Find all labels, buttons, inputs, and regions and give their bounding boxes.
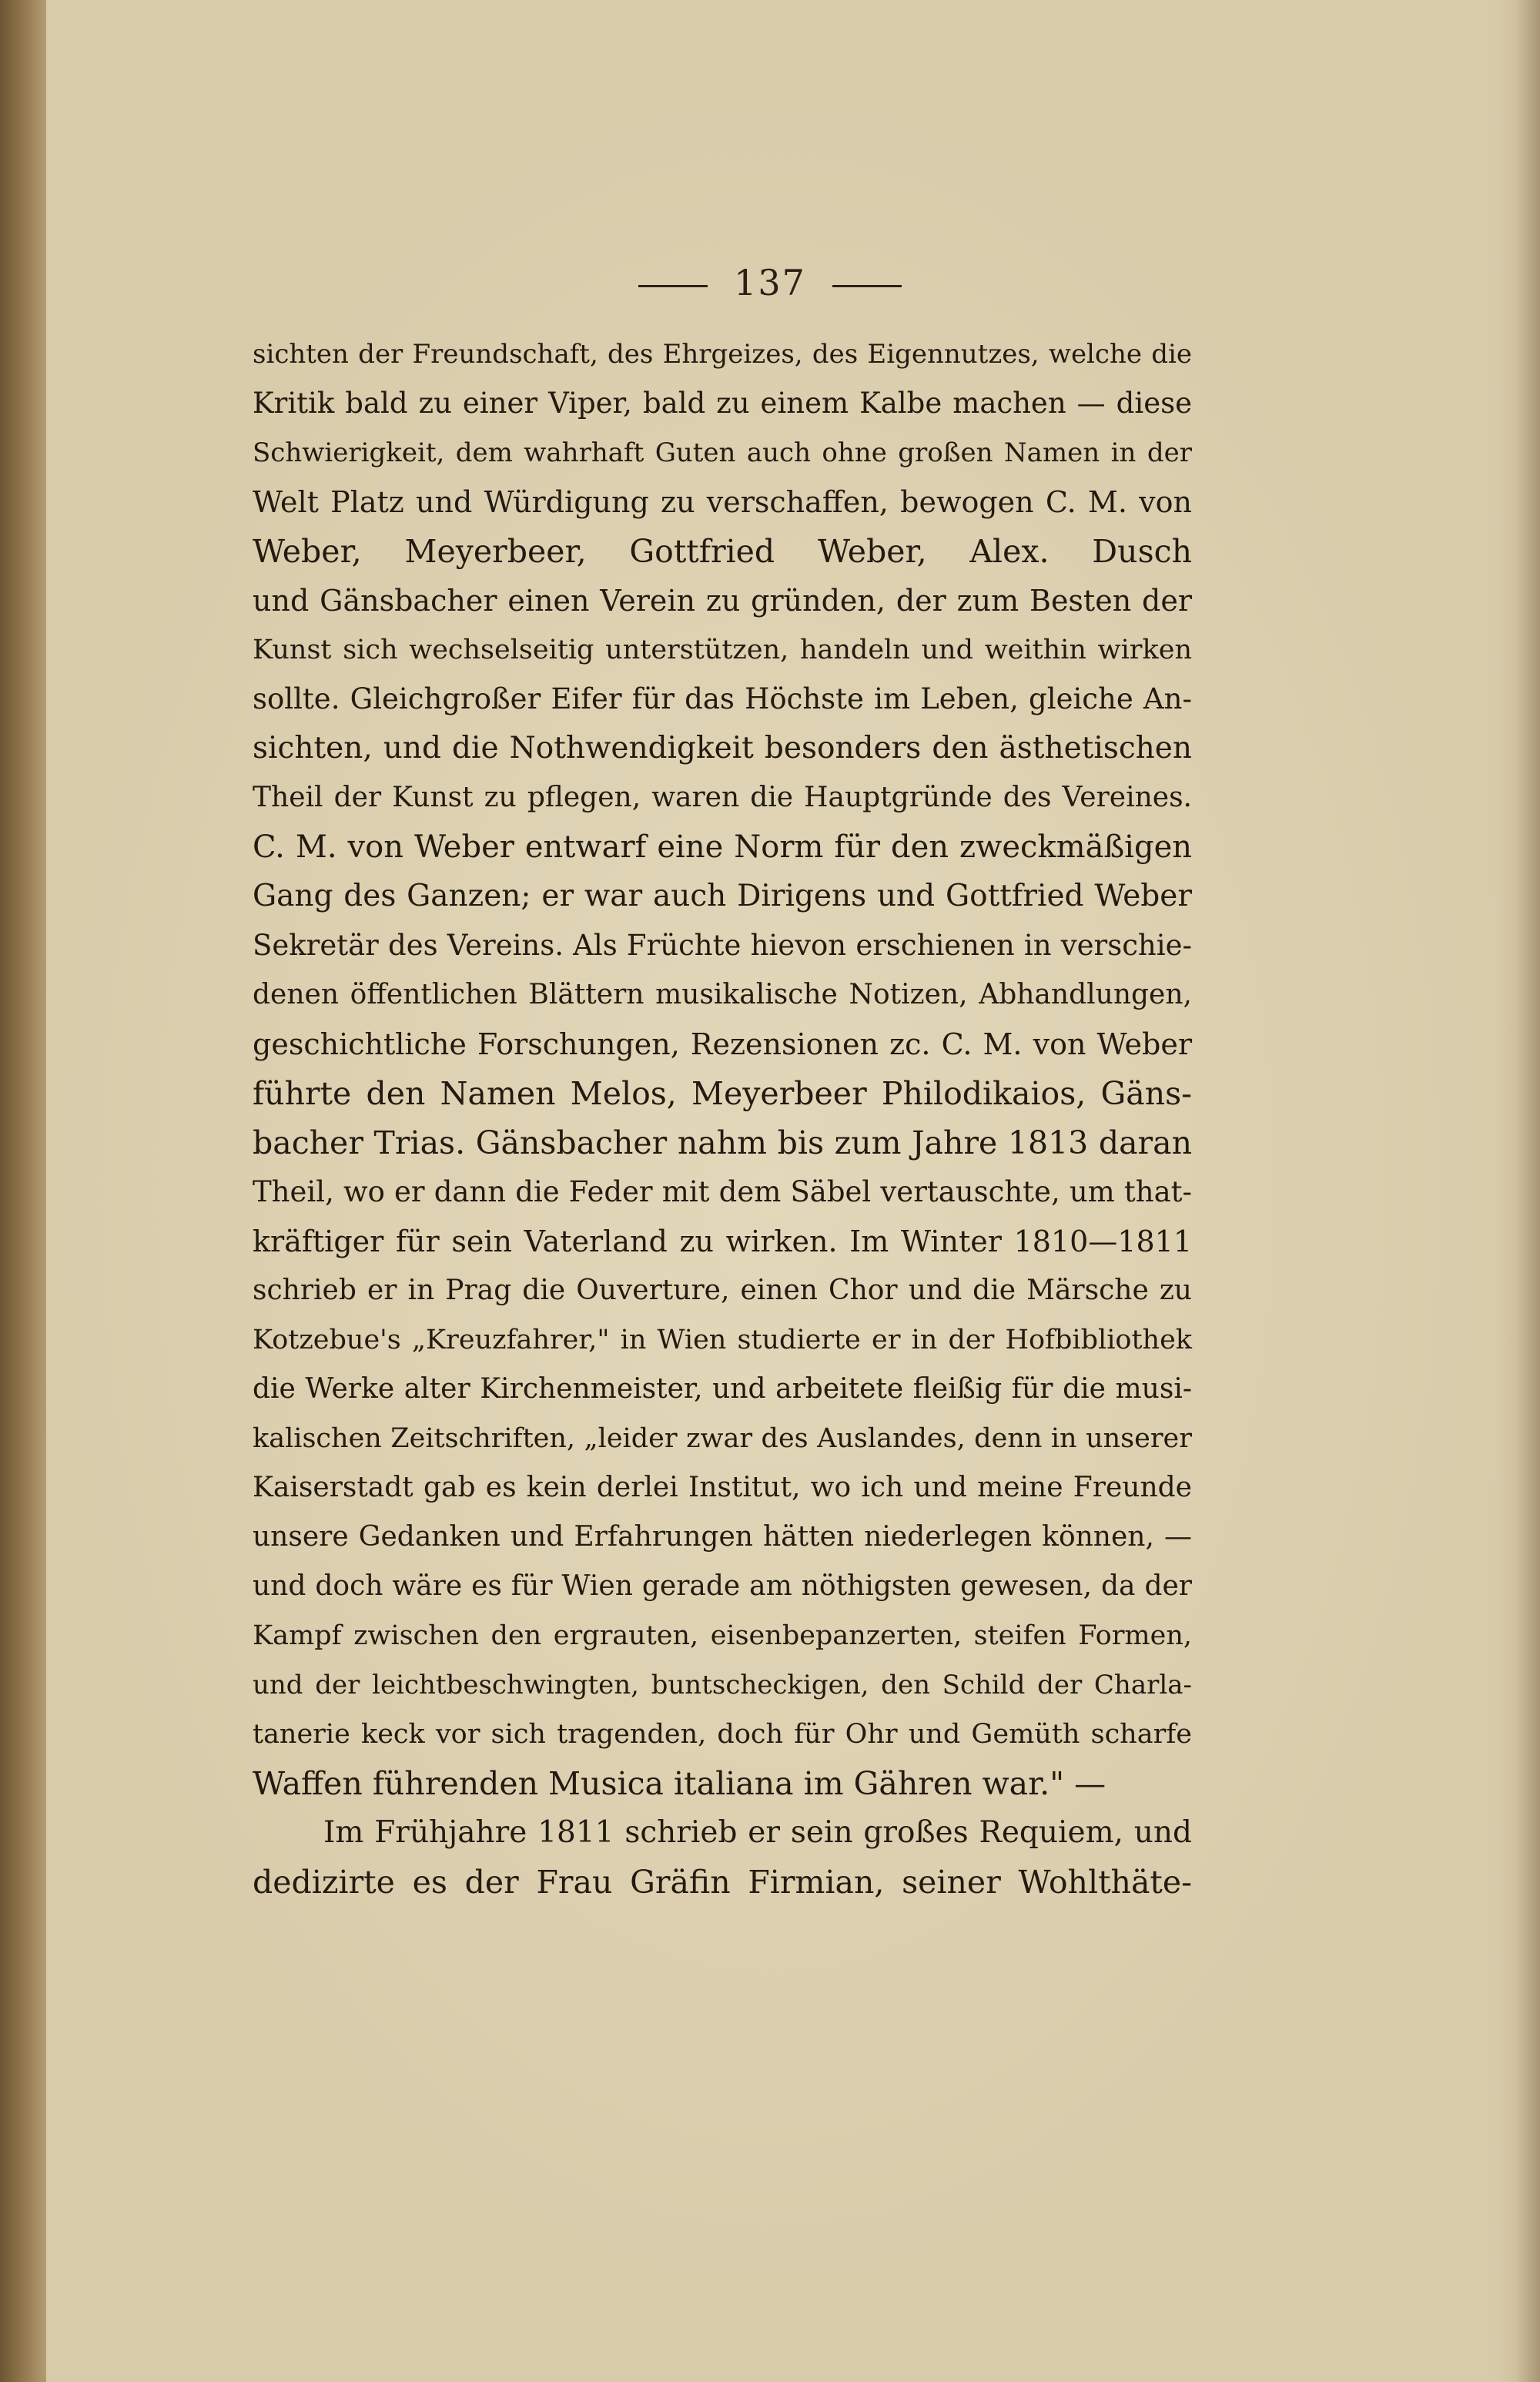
text-line: Im Frühjahre 1811 schrieb er sein großes Requiem, und: [323, 1815, 1192, 1850]
header-rule-right: [832, 285, 902, 287]
text-line: sichten der Freundschaft, des Ehrgeizes, des Eigennutzes, welche die: [253, 339, 1192, 370]
text-line: Sekretär des Vereins. Als Früchte hievon erschienen in verschie-: [253, 929, 1192, 962]
text-line: schrieb er in Prag die Ouverture, einen Chor und die Märsche zu: [253, 1275, 1192, 1306]
text-line: und der leichtbeschwingten, buntscheckigen, den Schild der Charla-: [253, 1670, 1192, 1700]
text-line: Theil der Kunst zu pflegen, waren die Hauptgründe des Vereines.: [253, 782, 1192, 813]
text-line: Schwierigkeit, dem wahrhaft Guten auch ohne großen Namen in der: [253, 437, 1192, 468]
text-line: unsere Gedanken und Erfahrungen hätten niederlegen können, —: [253, 1521, 1192, 1553]
text-line: und doch wäre es für Wien gerade am nöthigsten gewesen, da der: [253, 1570, 1192, 1602]
text-line: und Gänsbacher einen Verein zu gründen, der zum Besten der: [253, 584, 1192, 618]
text-line: geschichtliche Forschungen, Rezensionen zc. C. M. von Weber: [253, 1027, 1192, 1061]
text-line: denen öffentlichen Blättern musikalische Notizen, Abhandlungen,: [253, 979, 1192, 1010]
text-line: Kritik bald zu einer Viper, bald zu einem Kalbe machen — diese: [253, 387, 1192, 420]
text-line: sollte. Gleichgroßer Eifer für das Höchste im Leben, gleiche An-: [253, 682, 1192, 715]
text-line: Theil, wo er dann die Feder mit dem Säbel vertauschte, um that-: [253, 1175, 1192, 1208]
text-line: Kotzebue's „Kreuzfahrer," in Wien studierte er in der Hofbibliothek: [253, 1325, 1192, 1355]
text-line: Kampf zwischen den ergrauten, eisenbepanzerten, steifen Formen,: [253, 1620, 1192, 1651]
text-line: führte den Namen Melos, Meyerbeer Philodikaios, Gäns-: [253, 1075, 1192, 1112]
text-line: Kunst sich wechselseitig unterstützen, handeln und weithin wirken: [253, 635, 1192, 665]
text-line: kalischen Zeitschriften, „leider zwar des Auslandes, denn in unserer: [253, 1423, 1192, 1454]
text-line: dedizirte es der Frau Gräfin Firmian, seiner Wohlthäte-: [253, 1864, 1192, 1901]
text-line: Welt Platz und Würdigung zu verschaffen, bewogen C. M. von: [253, 485, 1192, 519]
text-line: C. M. von Weber entwarf eine Norm für den zweckmäßigen: [253, 829, 1192, 865]
page-header: [0, 262, 1540, 303]
text-line: bacher Trias. Gänsbacher nahm bis zum Jahre 1813 daran: [253, 1124, 1192, 1161]
header-rule-left: [638, 285, 708, 287]
body-text: [253, 330, 1192, 1907]
page-edge: [1517, 0, 1540, 2382]
text-line: Gang des Ganzen; er war auch Dirigens und Gottfried Weber: [253, 879, 1192, 913]
text-line: die Werke alter Kirchenmeister, und arbeitete fleißig für die musi-: [253, 1373, 1192, 1405]
text-line: tanerie keck vor sich tragenden, doch für Ohr und Gemüth scharfe: [253, 1719, 1192, 1750]
text-line: Kaiserstadt gab es kein derlei Institut, wo ich und meine Freunde: [253, 1472, 1192, 1503]
book-spine-shadow: [0, 0, 46, 2382]
page-number: 137: [734, 262, 806, 303]
text-line: sichten, und die Nothwendigkeit besonders den ästhetischen: [253, 731, 1192, 766]
text-line: Waffen führenden Musica italiana im Gähren war." —: [253, 1765, 1106, 1802]
text-line: kräftiger für sein Vaterland zu wirken. Im Winter 1810—1811: [253, 1225, 1192, 1258]
text-line: Weber, Meyerbeer, Gottfried Weber, Alex. Dusch: [253, 533, 1192, 570]
